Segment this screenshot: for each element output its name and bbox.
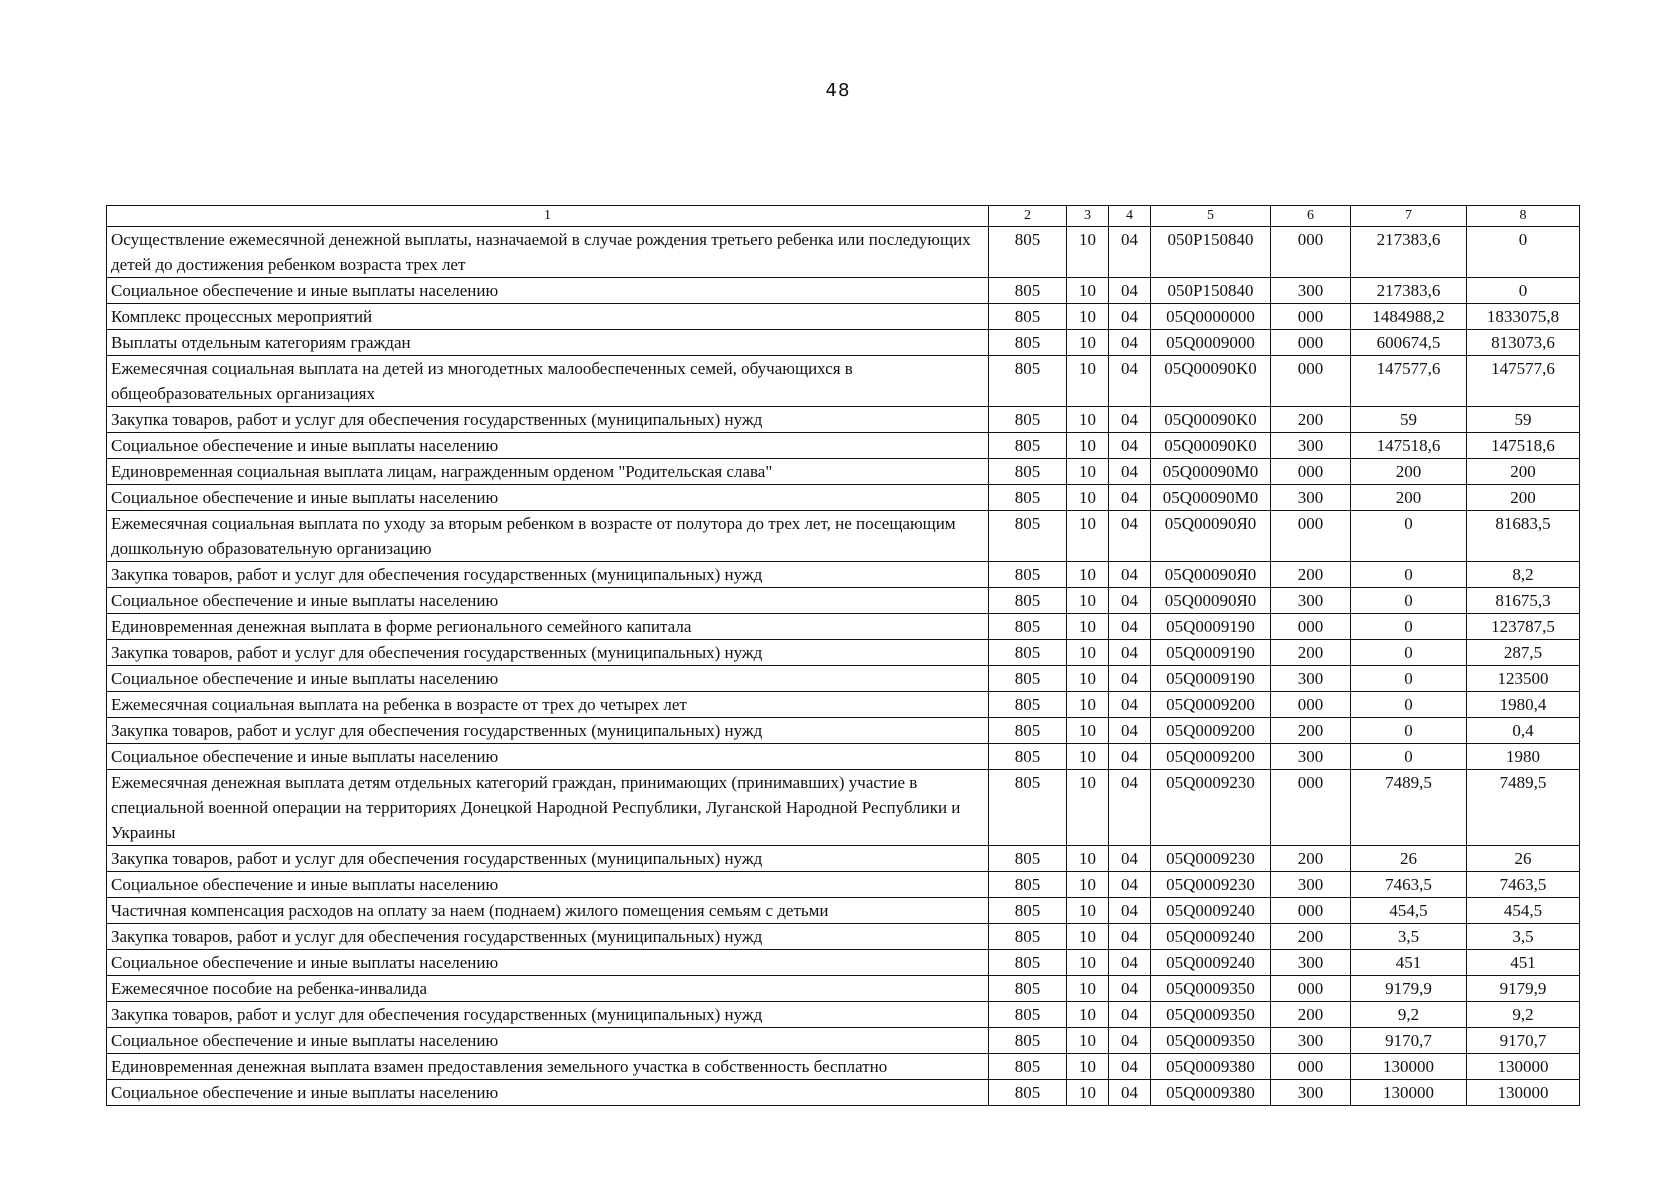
- subsection-cell: 04: [1109, 898, 1151, 924]
- expense-type-cell: 200: [1271, 640, 1351, 666]
- target-article-cell: 05Q0009230: [1151, 770, 1271, 846]
- target-article-cell: 05Q0009190: [1151, 666, 1271, 692]
- section-cell: 10: [1067, 640, 1109, 666]
- target-article-cell: 05Q00090K0: [1151, 433, 1271, 459]
- section-cell: 10: [1067, 744, 1109, 770]
- amount-year-1-cell: 3,5: [1351, 924, 1467, 950]
- amount-year-1-cell: 451: [1351, 950, 1467, 976]
- section-cell: 10: [1067, 692, 1109, 718]
- table-row: [107, 1080, 1580, 1106]
- section-cell: 10: [1067, 511, 1109, 562]
- table-row: [107, 718, 1580, 744]
- amount-year-2-cell: 3,5: [1467, 924, 1580, 950]
- row-name-cell: Выплаты отдельным категориям граждан: [107, 330, 989, 356]
- expense-type-cell: 300: [1271, 1028, 1351, 1054]
- amount-year-2-cell: 287,5: [1467, 640, 1580, 666]
- target-article-cell: 05Q0009190: [1151, 614, 1271, 640]
- target-article-cell: 05Q0009240: [1151, 950, 1271, 976]
- ministry-code-cell: 805: [989, 330, 1067, 356]
- table-row: [107, 924, 1580, 950]
- amount-year-1-cell: 454,5: [1351, 898, 1467, 924]
- ministry-code-cell: 805: [989, 407, 1067, 433]
- amount-year-2-cell: 1833075,8: [1467, 304, 1580, 330]
- expense-type-cell: 300: [1271, 485, 1351, 511]
- row-name-cell: Закупка товаров, работ и услуг для обеспечения государственных (муниципальных) нужд: [107, 407, 989, 433]
- table-row: [107, 1028, 1580, 1054]
- subsection-cell: 04: [1109, 1054, 1151, 1080]
- target-article-cell: 05Q0009230: [1151, 872, 1271, 898]
- amount-year-2-cell: 0: [1467, 227, 1580, 278]
- target-article-cell: 05Q0009380: [1151, 1080, 1271, 1106]
- amount-year-2-cell: 454,5: [1467, 898, 1580, 924]
- row-name-cell: Закупка товаров, работ и услуг для обеспечения государственных (муниципальных) нужд: [107, 718, 989, 744]
- row-name-cell: Частичная компенсация расходов на оплату за наем (поднаем) жилого помещения семьям с детьми: [107, 898, 989, 924]
- amount-year-1-cell: 0: [1351, 588, 1467, 614]
- ministry-code-cell: 805: [989, 278, 1067, 304]
- section-cell: 10: [1067, 407, 1109, 433]
- amount-year-2-cell: 8,2: [1467, 562, 1580, 588]
- table-row: [107, 692, 1580, 718]
- section-cell: 10: [1067, 459, 1109, 485]
- table-row: [107, 407, 1580, 433]
- target-article-cell: 05Q0009350: [1151, 1002, 1271, 1028]
- subsection-cell: 04: [1109, 718, 1151, 744]
- expense-type-cell: 300: [1271, 744, 1351, 770]
- table-row: [107, 1054, 1580, 1080]
- target-article-cell: 05Q0000000: [1151, 304, 1271, 330]
- subsection-cell: 04: [1109, 924, 1151, 950]
- row-name-cell: Социальное обеспечение и иные выплаты населению: [107, 1080, 989, 1106]
- expense-type-cell: 200: [1271, 1002, 1351, 1028]
- ministry-code-cell: 805: [989, 1054, 1067, 1080]
- table-row: [107, 227, 1580, 278]
- table-row: [107, 950, 1580, 976]
- amount-year-2-cell: 147518,6: [1467, 433, 1580, 459]
- row-name-cell: Ежемесячное пособие на ребенка-инвалида: [107, 976, 989, 1002]
- ministry-code-cell: 805: [989, 227, 1067, 278]
- amount-year-2-cell: 7463,5: [1467, 872, 1580, 898]
- section-cell: 10: [1067, 666, 1109, 692]
- expense-type-cell: 200: [1271, 562, 1351, 588]
- subsection-cell: 04: [1109, 976, 1151, 1002]
- table-row: [107, 562, 1580, 588]
- ministry-code-cell: 805: [989, 304, 1067, 330]
- amount-year-1-cell: 147577,6: [1351, 356, 1467, 407]
- section-cell: 10: [1067, 898, 1109, 924]
- amount-year-2-cell: 0: [1467, 278, 1580, 304]
- amount-year-1-cell: 59: [1351, 407, 1467, 433]
- table-row: [107, 459, 1580, 485]
- target-article-cell: 050P150840: [1151, 278, 1271, 304]
- row-name-cell: Закупка товаров, работ и услуг для обеспечения государственных (муниципальных) нужд: [107, 924, 989, 950]
- amount-year-2-cell: 130000: [1467, 1080, 1580, 1106]
- header-cell: 1: [107, 206, 989, 227]
- table-row: [107, 511, 1580, 562]
- table-row: [107, 614, 1580, 640]
- ministry-code-cell: 805: [989, 924, 1067, 950]
- expense-type-cell: 300: [1271, 666, 1351, 692]
- table-row: [107, 640, 1580, 666]
- subsection-cell: 04: [1109, 407, 1151, 433]
- table-row: [107, 356, 1580, 407]
- section-cell: 10: [1067, 1002, 1109, 1028]
- section-cell: 10: [1067, 330, 1109, 356]
- subsection-cell: 04: [1109, 588, 1151, 614]
- amount-year-1-cell: 0: [1351, 692, 1467, 718]
- target-article-cell: 05Q0009240: [1151, 924, 1271, 950]
- amount-year-1-cell: 0: [1351, 666, 1467, 692]
- row-name-cell: Закупка товаров, работ и услуг для обеспечения государственных (муниципальных) нужд: [107, 846, 989, 872]
- section-cell: 10: [1067, 588, 1109, 614]
- target-article-cell: 05Q00090Я0: [1151, 511, 1271, 562]
- ministry-code-cell: 805: [989, 898, 1067, 924]
- amount-year-1-cell: 0: [1351, 640, 1467, 666]
- subsection-cell: 04: [1109, 227, 1151, 278]
- amount-year-1-cell: 7463,5: [1351, 872, 1467, 898]
- row-name-cell: Ежемесячная денежная выплата детям отдельных категорий граждан, принимающих (принимавших) участие в специальной военной операции на территориях Донецкой Народной Республики, Луганской Народной Республики и Украины: [107, 770, 989, 846]
- ministry-code-cell: 805: [989, 562, 1067, 588]
- row-name-cell: Социальное обеспечение и иные выплаты населению: [107, 1028, 989, 1054]
- expense-type-cell: 200: [1271, 924, 1351, 950]
- table-row: [107, 898, 1580, 924]
- section-cell: 10: [1067, 562, 1109, 588]
- section-cell: 10: [1067, 976, 1109, 1002]
- amount-year-1-cell: 1484988,2: [1351, 304, 1467, 330]
- header-cell: 5: [1151, 206, 1271, 227]
- ministry-code-cell: 805: [989, 640, 1067, 666]
- section-cell: 10: [1067, 770, 1109, 846]
- header-cell: 4: [1109, 206, 1151, 227]
- target-article-cell: 05Q00090M0: [1151, 459, 1271, 485]
- subsection-cell: 04: [1109, 1002, 1151, 1028]
- section-cell: 10: [1067, 304, 1109, 330]
- amount-year-1-cell: 0: [1351, 511, 1467, 562]
- amount-year-2-cell: 0,4: [1467, 718, 1580, 744]
- ministry-code-cell: 805: [989, 744, 1067, 770]
- row-name-cell: Единовременная денежная выплата в форме регионального семейного капитала: [107, 614, 989, 640]
- amount-year-2-cell: 200: [1467, 485, 1580, 511]
- expense-type-cell: 000: [1271, 976, 1351, 1002]
- row-name-cell: Единовременная денежная выплата взамен предоставления земельного участка в собственность бесплатно: [107, 1054, 989, 1080]
- amount-year-1-cell: 130000: [1351, 1080, 1467, 1106]
- ministry-code-cell: 805: [989, 459, 1067, 485]
- row-name-cell: Социальное обеспечение и иные выплаты населению: [107, 278, 989, 304]
- ministry-code-cell: 805: [989, 666, 1067, 692]
- table-row: [107, 278, 1580, 304]
- subsection-cell: 04: [1109, 614, 1151, 640]
- expense-type-cell: 000: [1271, 770, 1351, 846]
- amount-year-1-cell: 200: [1351, 485, 1467, 511]
- subsection-cell: 04: [1109, 950, 1151, 976]
- section-cell: 10: [1067, 718, 1109, 744]
- subsection-cell: 04: [1109, 872, 1151, 898]
- section-cell: 10: [1067, 485, 1109, 511]
- ministry-code-cell: 805: [989, 356, 1067, 407]
- row-name-cell: Социальное обеспечение и иные выплаты населению: [107, 666, 989, 692]
- ministry-code-cell: 805: [989, 846, 1067, 872]
- target-article-cell: 05Q00090K0: [1151, 407, 1271, 433]
- subsection-cell: 04: [1109, 1028, 1151, 1054]
- amount-year-2-cell: 130000: [1467, 1054, 1580, 1080]
- amount-year-2-cell: 451: [1467, 950, 1580, 976]
- ministry-code-cell: 805: [989, 872, 1067, 898]
- expense-type-cell: 000: [1271, 511, 1351, 562]
- page-number: 48: [825, 80, 851, 101]
- ministry-code-cell: 805: [989, 433, 1067, 459]
- subsection-cell: 04: [1109, 692, 1151, 718]
- expense-type-cell: 200: [1271, 846, 1351, 872]
- row-name-cell: Единовременная социальная выплата лицам, награжденным орденом "Родительская слава": [107, 459, 989, 485]
- row-name-cell: Социальное обеспечение и иные выплаты населению: [107, 744, 989, 770]
- amount-year-1-cell: 0: [1351, 614, 1467, 640]
- target-article-cell: 05Q00090K0: [1151, 356, 1271, 407]
- amount-year-1-cell: 200: [1351, 459, 1467, 485]
- amount-year-1-cell: 9179,9: [1351, 976, 1467, 1002]
- expense-type-cell: 000: [1271, 1054, 1351, 1080]
- amount-year-1-cell: 7489,5: [1351, 770, 1467, 846]
- section-cell: 10: [1067, 278, 1109, 304]
- amount-year-2-cell: 9170,7: [1467, 1028, 1580, 1054]
- expense-type-cell: 200: [1271, 407, 1351, 433]
- table-row: [107, 976, 1580, 1002]
- expense-type-cell: 300: [1271, 872, 1351, 898]
- amount-year-1-cell: 0: [1351, 562, 1467, 588]
- expense-type-cell: 000: [1271, 614, 1351, 640]
- target-article-cell: 05Q00090Я0: [1151, 588, 1271, 614]
- amount-year-2-cell: 147577,6: [1467, 356, 1580, 407]
- table-row: [107, 485, 1580, 511]
- amount-year-1-cell: 130000: [1351, 1054, 1467, 1080]
- ministry-code-cell: 805: [989, 1080, 1067, 1106]
- subsection-cell: 04: [1109, 770, 1151, 846]
- ministry-code-cell: 805: [989, 1002, 1067, 1028]
- subsection-cell: 04: [1109, 1080, 1151, 1106]
- subsection-cell: 04: [1109, 640, 1151, 666]
- amount-year-2-cell: 813073,6: [1467, 330, 1580, 356]
- subsection-cell: 04: [1109, 562, 1151, 588]
- expense-type-cell: 300: [1271, 278, 1351, 304]
- amount-year-2-cell: 1980: [1467, 744, 1580, 770]
- subsection-cell: 04: [1109, 485, 1151, 511]
- subsection-cell: 04: [1109, 330, 1151, 356]
- row-name-cell: Закупка товаров, работ и услуг для обеспечения государственных (муниципальных) нужд: [107, 562, 989, 588]
- table-header-row: [107, 206, 1580, 227]
- section-cell: 10: [1067, 433, 1109, 459]
- amount-year-1-cell: 0: [1351, 718, 1467, 744]
- row-name-cell: Социальное обеспечение и иные выплаты населению: [107, 950, 989, 976]
- table-row: [107, 666, 1580, 692]
- subsection-cell: 04: [1109, 433, 1151, 459]
- target-article-cell: 05Q0009200: [1151, 744, 1271, 770]
- table-row: [107, 330, 1580, 356]
- ministry-code-cell: 805: [989, 588, 1067, 614]
- row-name-cell: Ежемесячная социальная выплата по уходу за вторым ребенком в возрасте от полутора до трех лет, не посещающим дошкольную образовательную организацию: [107, 511, 989, 562]
- ministry-code-cell: 805: [989, 950, 1067, 976]
- section-cell: 10: [1067, 1028, 1109, 1054]
- amount-year-2-cell: 9,2: [1467, 1002, 1580, 1028]
- amount-year-1-cell: 217383,6: [1351, 278, 1467, 304]
- subsection-cell: 04: [1109, 511, 1151, 562]
- table-row: [107, 770, 1580, 846]
- row-name-cell: Ежемесячная социальная выплата на ребенка в возрасте от трех до четырех лет: [107, 692, 989, 718]
- amount-year-2-cell: 1980,4: [1467, 692, 1580, 718]
- expense-type-cell: 300: [1271, 1080, 1351, 1106]
- target-article-cell: 05Q0009350: [1151, 1028, 1271, 1054]
- table-row: [107, 744, 1580, 770]
- amount-year-2-cell: 200: [1467, 459, 1580, 485]
- amount-year-2-cell: 7489,5: [1467, 770, 1580, 846]
- table-row: [107, 433, 1580, 459]
- subsection-cell: 04: [1109, 278, 1151, 304]
- subsection-cell: 04: [1109, 356, 1151, 407]
- section-cell: 10: [1067, 1080, 1109, 1106]
- amount-year-1-cell: 217383,6: [1351, 227, 1467, 278]
- table-row: [107, 872, 1580, 898]
- expense-type-cell: 000: [1271, 304, 1351, 330]
- section-cell: 10: [1067, 614, 1109, 640]
- subsection-cell: 04: [1109, 744, 1151, 770]
- amount-year-1-cell: 26: [1351, 846, 1467, 872]
- target-article-cell: 05Q0009240: [1151, 898, 1271, 924]
- amount-year-1-cell: 147518,6: [1351, 433, 1467, 459]
- amount-year-2-cell: 81683,5: [1467, 511, 1580, 562]
- table-row: [107, 304, 1580, 330]
- expense-type-cell: 300: [1271, 950, 1351, 976]
- subsection-cell: 04: [1109, 666, 1151, 692]
- expense-type-cell: 300: [1271, 588, 1351, 614]
- section-cell: 10: [1067, 1054, 1109, 1080]
- ministry-code-cell: 805: [989, 485, 1067, 511]
- row-name-cell: Осуществление ежемесячной денежной выплаты, назначаемой в случае рождения третьего ребенка или последующих детей до достижения ребенком возраста трех лет: [107, 227, 989, 278]
- subsection-cell: 04: [1109, 846, 1151, 872]
- amount-year-2-cell: 123500: [1467, 666, 1580, 692]
- header-cell: 7: [1351, 206, 1467, 227]
- amount-year-2-cell: 26: [1467, 846, 1580, 872]
- amount-year-1-cell: 600674,5: [1351, 330, 1467, 356]
- expense-type-cell: 000: [1271, 692, 1351, 718]
- amount-year-2-cell: 123787,5: [1467, 614, 1580, 640]
- expense-type-cell: 000: [1271, 356, 1351, 407]
- expense-type-cell: 000: [1271, 898, 1351, 924]
- expense-type-cell: 000: [1271, 330, 1351, 356]
- subsection-cell: 04: [1109, 459, 1151, 485]
- target-article-cell: 05Q0009000: [1151, 330, 1271, 356]
- expense-type-cell: 000: [1271, 227, 1351, 278]
- section-cell: 10: [1067, 924, 1109, 950]
- target-article-cell: 05Q00090Я0: [1151, 562, 1271, 588]
- ministry-code-cell: 805: [989, 718, 1067, 744]
- section-cell: 10: [1067, 846, 1109, 872]
- amount-year-1-cell: 9170,7: [1351, 1028, 1467, 1054]
- row-name-cell: Комплекс процессных мероприятий: [107, 304, 989, 330]
- expense-type-cell: 000: [1271, 459, 1351, 485]
- target-article-cell: 05Q0009190: [1151, 640, 1271, 666]
- section-cell: 10: [1067, 950, 1109, 976]
- ministry-code-cell: 805: [989, 1028, 1067, 1054]
- header-cell: 8: [1467, 206, 1580, 227]
- header-cell: 6: [1271, 206, 1351, 227]
- expense-type-cell: 300: [1271, 433, 1351, 459]
- ministry-code-cell: 805: [989, 976, 1067, 1002]
- budget-table: [106, 205, 1580, 1106]
- table-row: [107, 1002, 1580, 1028]
- amount-year-1-cell: 0: [1351, 744, 1467, 770]
- ministry-code-cell: 805: [989, 770, 1067, 846]
- row-name-cell: Социальное обеспечение и иные выплаты населению: [107, 588, 989, 614]
- table-row: [107, 588, 1580, 614]
- section-cell: 10: [1067, 872, 1109, 898]
- row-name-cell: Социальное обеспечение и иные выплаты населению: [107, 872, 989, 898]
- target-article-cell: 05Q0009200: [1151, 718, 1271, 744]
- target-article-cell: 050P150840: [1151, 227, 1271, 278]
- target-article-cell: 05Q0009380: [1151, 1054, 1271, 1080]
- section-cell: 10: [1067, 356, 1109, 407]
- ministry-code-cell: 805: [989, 614, 1067, 640]
- row-name-cell: Социальное обеспечение и иные выплаты населению: [107, 433, 989, 459]
- table-row: [107, 846, 1580, 872]
- expense-type-cell: 200: [1271, 718, 1351, 744]
- ministry-code-cell: 805: [989, 692, 1067, 718]
- target-article-cell: 05Q0009350: [1151, 976, 1271, 1002]
- target-article-cell: 05Q0009230: [1151, 846, 1271, 872]
- row-name-cell: Закупка товаров, работ и услуг для обеспечения государственных (муниципальных) нужд: [107, 1002, 989, 1028]
- target-article-cell: 05Q00090M0: [1151, 485, 1271, 511]
- row-name-cell: Ежемесячная социальная выплата на детей из многодетных малообеспеченных семей, обучающихся в общеобразовательных организациях: [107, 356, 989, 407]
- target-article-cell: 05Q0009200: [1151, 692, 1271, 718]
- header-cell: 2: [989, 206, 1067, 227]
- ministry-code-cell: 805: [989, 511, 1067, 562]
- amount-year-1-cell: 9,2: [1351, 1002, 1467, 1028]
- amount-year-2-cell: 59: [1467, 407, 1580, 433]
- section-cell: 10: [1067, 227, 1109, 278]
- row-name-cell: Социальное обеспечение и иные выплаты населению: [107, 485, 989, 511]
- amount-year-2-cell: 9179,9: [1467, 976, 1580, 1002]
- row-name-cell: Закупка товаров, работ и услуг для обеспечения государственных (муниципальных) нужд: [107, 640, 989, 666]
- amount-year-2-cell: 81675,3: [1467, 588, 1580, 614]
- header-cell: 3: [1067, 206, 1109, 227]
- subsection-cell: 04: [1109, 304, 1151, 330]
